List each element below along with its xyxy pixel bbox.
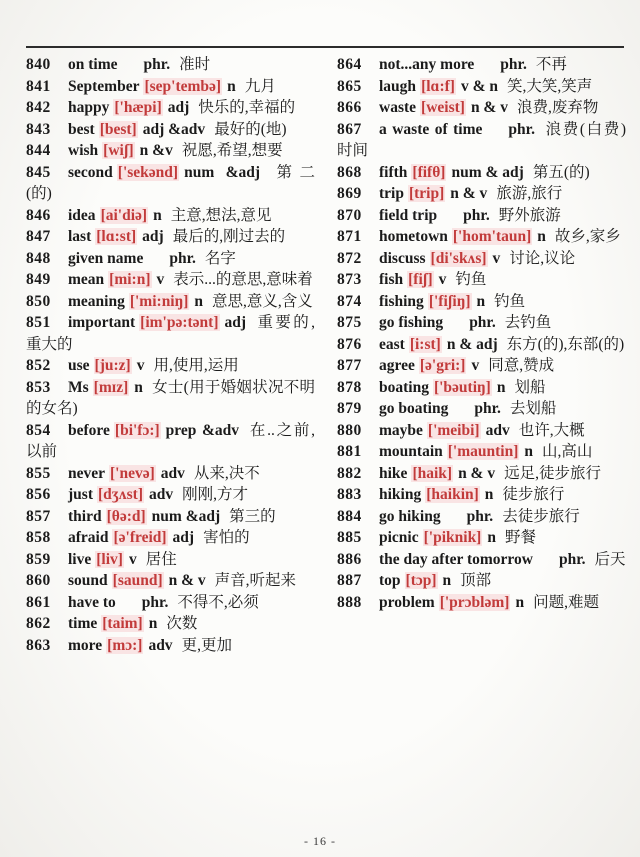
entry-pos: n [227, 77, 236, 95]
entry-pos: num & adj [451, 163, 524, 181]
entry-word: just [68, 486, 93, 503]
vocab-entry [337, 162, 626, 184]
entry-word: top [379, 572, 401, 589]
vocab-entry [337, 205, 626, 227]
vocab-entry [337, 248, 626, 270]
entry-phonetic: ['meibi] [427, 421, 480, 439]
page-number: - 16 - [304, 834, 336, 848]
entry-number: 868 [337, 163, 362, 181]
entry-pos: n & v [458, 464, 496, 482]
entry-pos: n [134, 378, 143, 396]
entry-number: 846 [26, 206, 51, 224]
entry-word: time [68, 615, 98, 632]
entry-number: 851 [26, 314, 51, 331]
entry-number: 863 [26, 636, 51, 654]
entry-translation: 次数 [166, 615, 198, 632]
entry-phonetic: ['bəutiŋ] [433, 378, 491, 396]
entry-pos: v [438, 271, 447, 288]
entry-number: 869 [337, 185, 362, 202]
vocab-columns [0, 52, 640, 656]
entry-word: maybe [379, 421, 423, 439]
entry-number: 848 [26, 249, 51, 267]
entry-word: hike [379, 464, 408, 482]
entry-pos: n & v [450, 185, 488, 202]
entry-pos: num &adj [151, 507, 221, 525]
entry-translation: 也许,大概 [518, 421, 585, 439]
vocab-entry [337, 592, 626, 614]
entry-phonetic: ['nevə] [110, 464, 155, 482]
vocab-entry [337, 570, 626, 592]
entry-number: 843 [26, 120, 51, 138]
entry-pos: n [476, 292, 486, 310]
entry-number: 876 [337, 335, 362, 353]
vocab-entry [26, 119, 315, 141]
entry-word: fishing [379, 292, 424, 310]
entry-translation: 故乡,家乡 [554, 228, 621, 245]
vocab-entry [337, 398, 626, 420]
entry-phonetic: [sep'tembə] [144, 77, 222, 95]
vocab-entry [26, 205, 315, 227]
entry-phonetic: [dʒʌst] [97, 486, 143, 503]
entry-phonetic: [mɪz] [93, 378, 129, 396]
entry-word: east [379, 335, 405, 353]
vocab-entry [26, 54, 315, 76]
entry-pos: n & v [168, 572, 206, 589]
entry-number: 870 [337, 206, 362, 224]
entry-pos: num &adj [184, 163, 261, 181]
entry-number: 882 [337, 464, 362, 482]
entry-phonetic: [mɔ:] [107, 636, 143, 654]
entry-word: hiking [379, 486, 422, 503]
vocab-entry [26, 527, 315, 549]
entry-translation: 去划船 [509, 400, 557, 417]
entry-number: 886 [337, 550, 362, 568]
entry-translation: 野餐 [504, 529, 536, 546]
entry-translation: 浪费,废弃物 [516, 99, 599, 116]
entry-translation: 去徒步旅行 [502, 507, 580, 525]
entry-number: 871 [337, 228, 362, 245]
vocab-entry [26, 248, 315, 270]
entry-translation: 主意,想法,意见 [170, 206, 272, 224]
entry-number: 878 [337, 378, 362, 396]
entry-pos: adj [167, 99, 190, 116]
entry-translation: 徒步旅行 [502, 486, 565, 503]
entry-number: 877 [337, 357, 362, 374]
vocab-entry [337, 97, 626, 119]
entry-word: laugh [379, 77, 417, 95]
entry-word: hometown [379, 228, 448, 245]
entry-pos: n [442, 572, 452, 589]
entry-word: before [68, 421, 110, 439]
entry-translation: 东方(的),东部(的) [506, 335, 625, 353]
entry-pos: v [156, 271, 165, 288]
entry-word: sound [68, 572, 108, 589]
entry-pos: adv [148, 486, 174, 503]
entry-translation: 问题,难题 [533, 593, 599, 611]
vocab-entry [26, 549, 315, 571]
vocab-entry [26, 291, 315, 313]
entry-translation: 顶部 [460, 572, 492, 589]
entry-word: meaning [68, 292, 125, 310]
entry-phonetic: [wiʃ] [103, 142, 134, 159]
vocab-entry [26, 613, 315, 635]
entry-translation: 笑,大笑,笑声 [506, 77, 593, 95]
vocab-entry [26, 269, 315, 291]
entry-pos: adv [148, 636, 173, 654]
entry-phonetic: [lɑ:st] [96, 228, 137, 245]
vocab-entry [337, 312, 626, 334]
entry-phonetic: [bi'fɔ:] [114, 421, 160, 439]
entry-pos: phr. [474, 400, 501, 417]
vocab-entry [337, 54, 626, 76]
vocab-entry [337, 420, 626, 442]
entry-translation: 用,使用,运用 [153, 357, 239, 374]
entry-word: second [68, 163, 113, 181]
entry-word: given name [68, 249, 144, 267]
entry-pos: phr. [500, 56, 527, 73]
entry-translation: 钓鱼 [455, 271, 487, 288]
vocab-entry [26, 76, 315, 98]
entry-number: 849 [26, 271, 51, 288]
entry-translation: 第三的 [229, 507, 276, 525]
vocab-entry [337, 506, 626, 528]
entry-translation: 第二(的) [26, 163, 315, 202]
entry-translation: 表示...的意思,意味着 [173, 271, 313, 288]
entry-phonetic: [ə'gri:] [419, 357, 466, 374]
entry-pos: v [471, 357, 480, 374]
entry-word: afraid [68, 529, 109, 546]
entry-number: 850 [26, 292, 51, 310]
entry-phonetic: [liv] [96, 550, 123, 568]
entry-pos: v & n [460, 77, 498, 95]
entry-number: 887 [337, 572, 362, 589]
entry-translation: 更,更加 [181, 636, 232, 654]
vocab-entry [26, 506, 315, 528]
entry-pos: n [194, 292, 204, 310]
entry-pos: n [484, 486, 494, 503]
entry-number: 858 [26, 529, 51, 546]
entry-phonetic: ['piknik] [423, 529, 482, 546]
entry-pos: v [128, 550, 137, 568]
entry-number: 860 [26, 572, 51, 589]
entry-pos: adv [485, 421, 510, 439]
entry-number: 881 [337, 443, 362, 460]
entry-pos: n & adj [446, 335, 498, 353]
entry-number: 847 [26, 228, 51, 245]
entry-pos: n &v [139, 142, 173, 159]
entry-number: 855 [26, 464, 51, 482]
entry-word: September [68, 77, 140, 95]
entry-translation: 九月 [244, 77, 276, 95]
entry-translation: 名字 [204, 249, 236, 267]
entry-number: 879 [337, 400, 362, 417]
entry-word: more [68, 636, 103, 654]
entry-phonetic: ['mi:niŋ] [129, 292, 189, 310]
entry-pos: phr. [463, 206, 490, 224]
entry-number: 873 [337, 271, 362, 288]
vocab-entry [337, 527, 626, 549]
entry-translation: 同意,赞成 [488, 357, 555, 374]
entry-translation: 女士(用于婚姻状况不明的女名) [26, 378, 315, 417]
entry-number: 859 [26, 550, 51, 568]
entry-number: 885 [337, 529, 362, 546]
entry-phonetic: ['fiʃiŋ] [428, 292, 471, 310]
entry-pos: phr. [558, 550, 586, 568]
entry-pos: n [524, 443, 533, 460]
entry-number: 854 [26, 421, 51, 439]
entry-phonetic: [fifθ] [412, 163, 446, 181]
entry-word: happy [68, 99, 110, 116]
entry-phonetic: [mi:n] [109, 271, 151, 288]
entry-number: 844 [26, 142, 51, 159]
entry-phonetic: [di'skʌs] [430, 249, 487, 267]
entry-phonetic: [trip] [408, 185, 445, 202]
entry-pos: n [537, 228, 546, 245]
entry-word: waste [379, 99, 417, 116]
entry-word: wish [68, 142, 99, 159]
entry-number: 888 [337, 593, 362, 611]
entry-phonetic: [lɑ:f] [421, 77, 455, 95]
entry-number: 861 [26, 593, 51, 611]
entry-number: 840 [26, 56, 51, 73]
entry-translation: 快乐的,幸福的 [198, 99, 296, 116]
entry-pos: phr. [508, 120, 535, 138]
entry-word: picnic [379, 529, 419, 546]
vocab-entry [26, 140, 315, 162]
entry-phonetic: [taim] [102, 615, 143, 632]
entry-pos: adj [142, 228, 164, 245]
vocab-entry [26, 570, 315, 592]
entry-word: agree [379, 357, 415, 374]
entry-translation: 不再 [535, 56, 567, 73]
entry-pos: adj [224, 314, 247, 331]
entry-number: 875 [337, 314, 362, 331]
vocab-entry [337, 76, 626, 98]
entry-translation: 去钓鱼 [504, 314, 552, 331]
entry-pos: n [153, 206, 162, 224]
entry-translation: 钓鱼 [494, 292, 526, 310]
entry-word: idea [68, 206, 96, 224]
entry-translation: 从来,决不 [193, 464, 260, 482]
entry-pos: v [136, 357, 145, 374]
entry-word: a waste of time [379, 120, 483, 138]
entry-phonetic: [haik] [412, 464, 453, 482]
entry-phonetic: [haikin] [426, 486, 479, 503]
entry-pos: adj [172, 529, 195, 546]
entry-number: 865 [337, 77, 362, 95]
entry-translation: 意思,意义,含义 [212, 292, 313, 310]
entry-phonetic: ['hæpi] [114, 99, 162, 116]
right-column [337, 54, 626, 656]
entry-translation: 居住 [145, 550, 177, 568]
entry-pos: n [148, 615, 158, 632]
entry-word: go hiking [379, 507, 441, 525]
top-rule-divider [26, 46, 624, 48]
entry-phonetic: [fiʃ] [408, 271, 433, 288]
vocab-entry [26, 312, 315, 355]
entry-number: 872 [337, 249, 362, 267]
entry-phonetic: ['mauntin] [447, 443, 519, 460]
vocab-entry [337, 183, 626, 205]
entry-phonetic: ['hom'taun] [452, 228, 532, 245]
entry-translation: 刚刚,方才 [182, 486, 248, 503]
entry-translation: 讨论,议论 [509, 249, 576, 267]
entry-number: 853 [26, 378, 51, 396]
entry-phonetic: [best] [99, 120, 137, 138]
entry-phonetic: [ə'freid] [113, 529, 167, 546]
entry-translation: 声音,听起来 [214, 572, 297, 589]
entry-translation: 准时 [179, 56, 211, 73]
entry-translation: 野外旅游 [498, 206, 561, 224]
entry-word: on time [68, 56, 118, 73]
entry-translation: 旅游,旅行 [496, 185, 563, 202]
entry-phonetic: [saund] [112, 572, 163, 589]
entry-translation: 远足,徒步旅行 [504, 464, 601, 482]
entry-phonetic: [im'pə:tənt] [140, 314, 219, 331]
vocab-entry [337, 355, 626, 377]
vocab-entry [337, 334, 626, 356]
entry-translation: 最后的,刚过去的 [172, 228, 286, 245]
entry-word: never [68, 464, 106, 482]
entry-word: go boating [379, 400, 449, 417]
entry-phonetic: [i:st] [409, 335, 441, 353]
entry-pos: n & v [470, 99, 508, 116]
entry-word: use [68, 357, 90, 374]
entry-word: boating [379, 378, 429, 396]
entry-number: 842 [26, 99, 51, 116]
entry-word: best [68, 120, 95, 138]
entry-pos: adv [160, 464, 185, 482]
vocab-entry [337, 484, 626, 506]
entry-number: 856 [26, 486, 51, 503]
entry-phonetic: [tɔp] [405, 572, 437, 589]
entry-translation: 第五(的) [532, 163, 590, 181]
entry-translation: 后天 [594, 550, 626, 568]
entry-number: 841 [26, 77, 51, 95]
entry-number: 862 [26, 615, 51, 632]
entry-pos: prep &adv [165, 421, 240, 439]
entry-number: 845 [26, 163, 51, 181]
entry-number: 867 [337, 120, 362, 138]
vocab-entry [26, 420, 315, 463]
entry-number: 874 [337, 292, 362, 310]
entry-number: 857 [26, 507, 51, 525]
entry-word: Ms [68, 378, 89, 396]
entry-translation: 最好的(地) [214, 120, 287, 138]
entry-translation: 重要的,重大的 [26, 314, 315, 353]
entry-word: discuss [379, 249, 426, 267]
entry-pos: phr. [466, 507, 494, 525]
vocab-entry [26, 162, 315, 205]
vocab-entry [26, 355, 315, 377]
vocab-entry [26, 226, 315, 248]
entry-word: important [68, 314, 136, 331]
entry-translation: 在..之前,以前 [26, 421, 315, 460]
entry-translation: 山,高山 [542, 443, 593, 460]
entry-pos: phr. [169, 249, 196, 267]
entry-phonetic: ['prɔbləm] [439, 593, 510, 611]
entry-number: 880 [337, 421, 362, 439]
entry-word: live [68, 550, 92, 568]
entry-translation: 害怕的 [203, 529, 250, 546]
vocab-entry [26, 635, 315, 657]
entry-number: 852 [26, 357, 51, 374]
vocab-entry [26, 484, 315, 506]
entry-word: mean [68, 271, 105, 288]
left-column [26, 54, 315, 656]
entry-word: trip [379, 185, 404, 202]
entry-pos: phr. [141, 593, 169, 611]
entry-translation: 划船 [514, 378, 546, 396]
entry-word: not...any more [379, 56, 475, 73]
entry-word: fifth [379, 163, 408, 181]
vocab-entry [26, 463, 315, 485]
vocab-entry [337, 549, 626, 571]
entry-word: the day after tomorrow [379, 550, 533, 568]
entry-word: have to [68, 593, 116, 611]
entry-word: third [68, 507, 102, 525]
entry-word: last [68, 228, 92, 245]
vocab-entry [26, 377, 315, 420]
entry-translation: 不得不,必须 [177, 593, 259, 611]
entry-word: go fishing [379, 314, 444, 331]
entry-pos: phr. [469, 314, 496, 331]
vocab-entry [26, 592, 315, 614]
vocab-entry [337, 441, 626, 463]
entry-phonetic: [weist] [421, 99, 465, 116]
vocab-entry [337, 463, 626, 485]
entry-pos: v [492, 249, 501, 267]
entry-pos: phr. [143, 56, 171, 73]
entry-pos: n [496, 378, 506, 396]
entry-pos: n [487, 529, 496, 546]
entry-phonetic: ['sekənd] [117, 163, 179, 181]
entry-number: 884 [337, 507, 362, 525]
entry-phonetic: [ju:z] [94, 357, 131, 374]
entry-phonetic: [ai'diə] [100, 206, 148, 224]
vocab-entry [337, 291, 626, 313]
entry-translation: 浪费(白费)时间 [337, 120, 626, 159]
entry-number: 866 [337, 99, 362, 116]
entry-word: mountain [379, 443, 443, 460]
vocab-entry [337, 269, 626, 291]
entry-number: 864 [337, 56, 362, 73]
entry-number: 883 [337, 486, 362, 503]
vocab-entry [26, 97, 315, 119]
entry-word: fish [379, 271, 404, 288]
entry-phonetic: [θə:d] [106, 507, 146, 525]
entry-translation: 祝愿,希望,想要 [181, 142, 283, 159]
entry-pos: adj &adv [142, 120, 206, 138]
entry-pos: n [515, 593, 525, 611]
entry-word: field trip [379, 206, 438, 224]
entry-word: problem [379, 593, 435, 611]
vocab-entry [337, 226, 626, 248]
vocab-entry [337, 377, 626, 399]
vocab-entry [337, 119, 626, 162]
